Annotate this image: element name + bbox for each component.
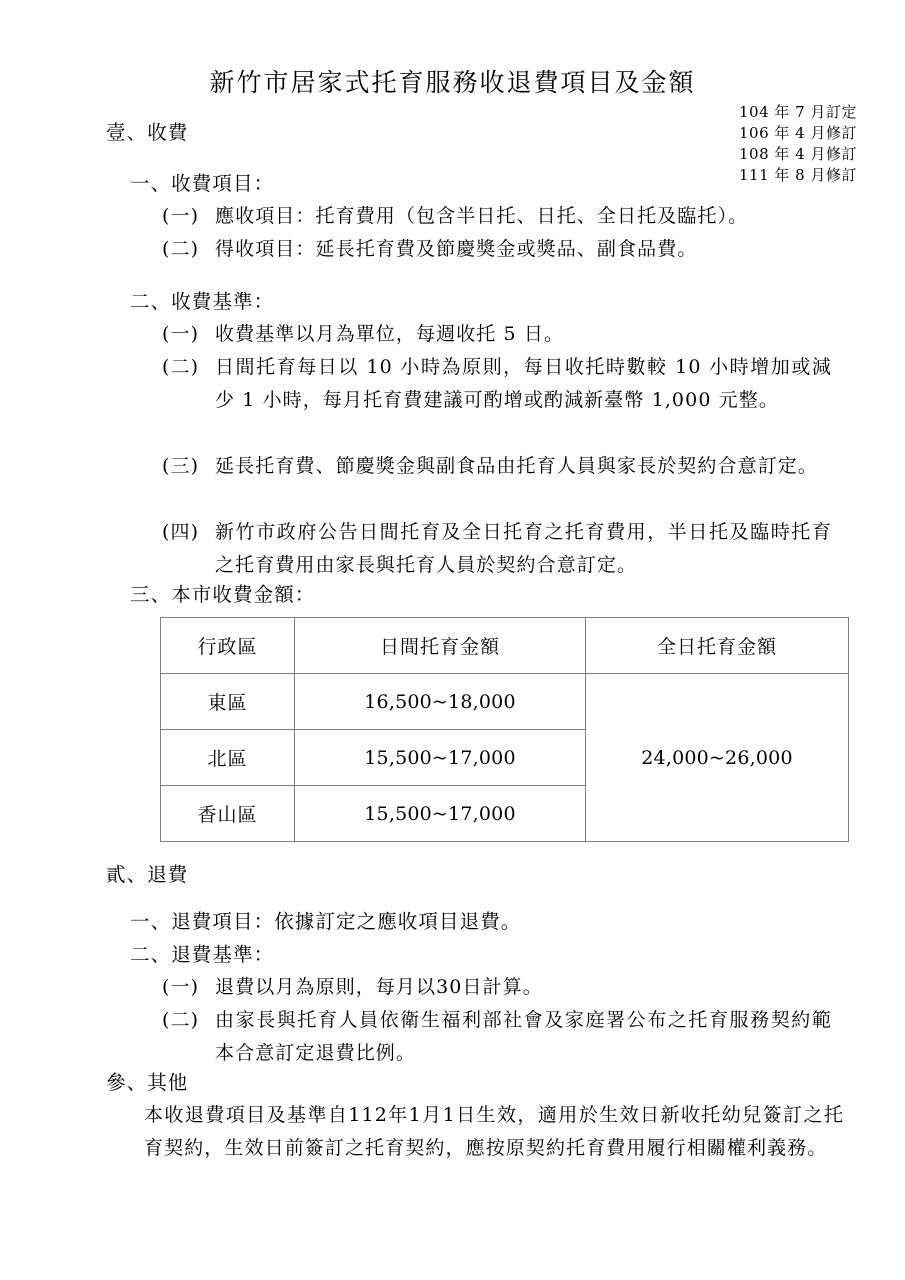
table-cell-district: 香山區 [161, 786, 295, 842]
list-marker: (一) [162, 323, 200, 345]
list-item-text: 得收項目：延長托育費及節慶獎金或獎品、副食品費。 [215, 238, 698, 260]
table-header-row [161, 618, 849, 674]
table-header-daytime: 日間托育金額 [295, 618, 586, 674]
table-cell-fullday-amount-merged: 24,000~26,000 [586, 674, 849, 842]
subsection-heading-fee-items: 一、收費項目： [130, 172, 275, 195]
table-row [161, 674, 849, 730]
list-item-fee-standard-2 [162, 351, 832, 417]
list-item-text: 新竹市政府公告日間托育及全日托育之托育費用，半日托及臨時托育之托育費用由家長與托育人員於契約合意訂定。 [215, 521, 832, 576]
list-item-fee-standard-3 [162, 450, 832, 483]
list-marker: (二) [162, 1009, 200, 1031]
list-marker: (一) [162, 976, 200, 998]
list-item-text: 日間托育每日以 10 小時為原則，每日收托時數較 10 小時增加或減少 1 小時，每月托育費建議可酌增或酌減新臺幣 1,000 元整。 [215, 356, 832, 411]
table-cell-daytime-amount: 15,500~17,000 [295, 786, 586, 842]
table-header-fullday: 全日托育金額 [586, 618, 849, 674]
list-item-refund-standard-2 [162, 1004, 832, 1070]
revision-dates [739, 102, 857, 186]
list-item-text: 收費基準以月為單位，每週收托 5 日。 [215, 323, 565, 345]
subsection-heading-refund-items: 一、退費項目：依據訂定之應收項目退費。 [130, 910, 522, 933]
list-item-text: 應收項目：托育費用（包含半日托、日托、全日托及臨托）。 [215, 205, 749, 227]
table-cell-daytime-amount: 15,500~17,000 [295, 730, 586, 786]
page-title: 新竹市居家式托育服務收退費項目及金額 [209, 68, 696, 97]
list-item-fee-item-2 [162, 233, 852, 266]
table-cell-district: 東區 [161, 674, 295, 730]
list-marker: (二) [162, 238, 200, 260]
other-paragraph: 本收退費項目及基準自112年1月1日生效，適用於生效日新收托幼兒簽訂之托育契約，生效日前簽訂之托育契約，應按原契約托育費用履行相關權利義務。 [144, 1104, 844, 1159]
table-header-district: 行政區 [161, 618, 295, 674]
subsection-heading-fee-standards: 二、收費基準： [130, 290, 275, 313]
list-item-refund-standard-1 [162, 971, 852, 1004]
list-item-fee-standard-1 [162, 318, 852, 351]
revision-date-3: 108 年 4 月修訂 [739, 145, 857, 163]
table-cell-daytime-amount: 16,500~18,000 [295, 674, 586, 730]
table-cell-district: 北區 [161, 730, 295, 786]
list-marker: (三) [162, 455, 200, 477]
list-marker: (四) [162, 521, 200, 543]
list-item-text: 退費以月為原則，每月以30日計算。 [215, 976, 543, 998]
list-item-text: 延長托育費、節慶獎金與副食品由托育人員與家長於契約合意訂定。 [215, 455, 819, 477]
revision-date-1: 104 年 7 月訂定 [739, 103, 857, 121]
section-heading-fees: 壹、收費 [106, 121, 189, 144]
revision-date-4: 111 年 8 月修訂 [739, 166, 857, 184]
subsection-heading-refund-standards: 二、退費基準： [130, 943, 275, 966]
section-heading-refunds: 貳、退費 [106, 863, 189, 886]
subsection-heading-fee-amounts: 三、本市收費金額： [130, 583, 316, 606]
list-item-text: 由家長與托育人員依衛生福利部社會及家庭署公布之托育服務契約範本合意訂定退費比例。 [215, 1009, 832, 1064]
list-item-fee-item-1 [162, 200, 852, 233]
list-item-fee-standard-4 [162, 516, 832, 582]
section-heading-other: 參、其他 [106, 1071, 189, 1094]
revision-date-2: 106 年 4 月修訂 [739, 124, 857, 142]
list-marker: (二) [162, 356, 200, 378]
list-marker: (一) [162, 205, 200, 227]
fee-amount-table [160, 617, 849, 842]
